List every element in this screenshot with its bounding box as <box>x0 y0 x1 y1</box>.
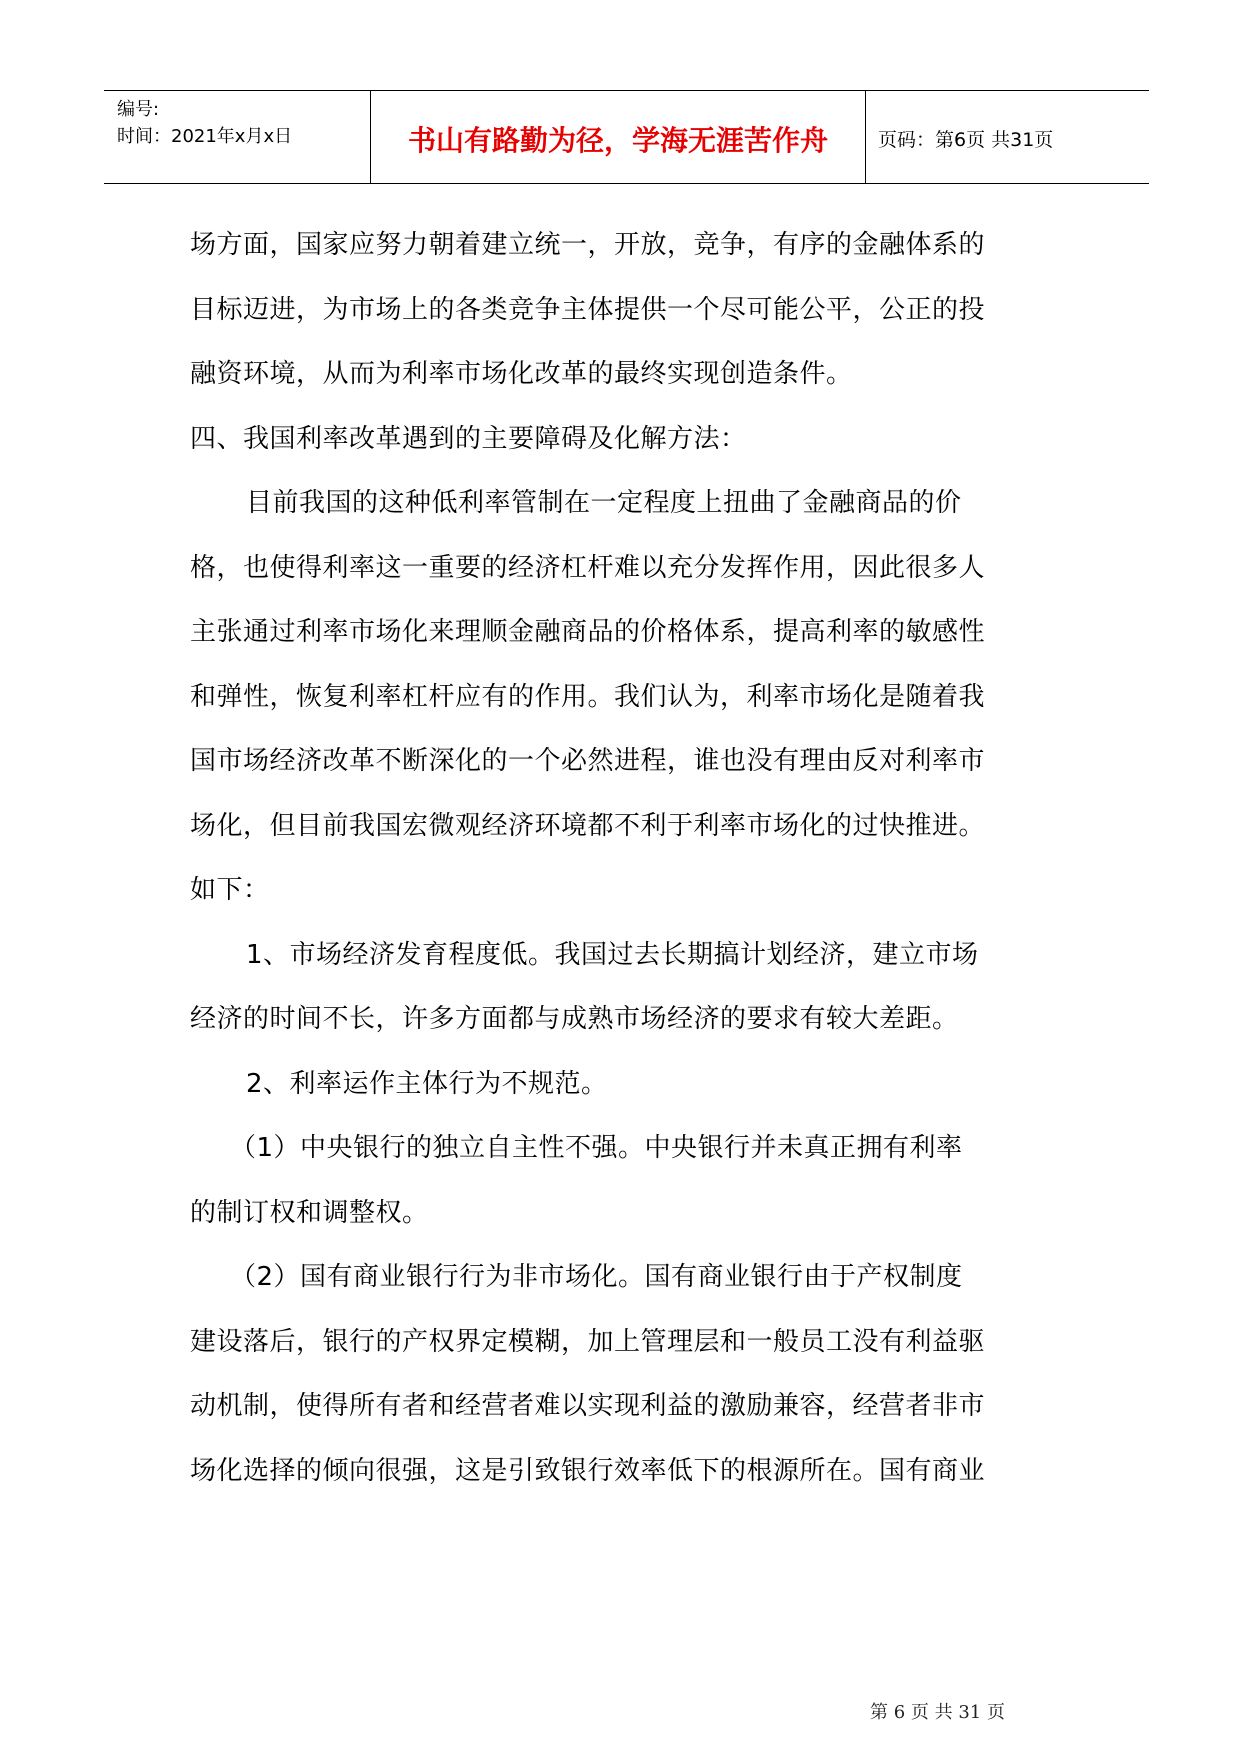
header-right-cell <box>866 91 1149 183</box>
sub-list-item: （2）国有商业银行行为非市场化。国有商业银行由于产权制度 <box>230 1262 963 1292</box>
page-footer: 第 6 页 共 31 页 <box>870 1702 1005 1723</box>
header-middle-cell <box>370 91 866 183</box>
text-line: 建设落后，银行的产权界定模糊，加上管理层和一般员工没有利益驱 <box>190 1326 986 1357</box>
text-line: 主张通过利率市场化来理顺金融商品的价格体系，提高利率的敏感性 <box>190 617 986 647</box>
text-line: 格，也使得利率这一重要的经济杠杆难以充分发挥作用，因此很多人 <box>190 552 986 583</box>
section-heading: 四、我国利率改革遇到的主要障碍及化解方法： <box>190 423 747 454</box>
text-line: 目标迈进，为市场上的各类竞争主体提供一个尽可能公平，公正的投 <box>190 294 986 325</box>
header-left-cell <box>104 91 370 183</box>
text-line: 国市场经济改革不断深化的一个必然进程，谁也没有理由反对利率市 <box>190 746 986 776</box>
list-item: 2、利率运作主体行为不规范。 <box>246 1068 608 1099</box>
text-line: 动机制，使得所有者和经营者难以实现利益的激励兼容，经营者非市 <box>190 1391 986 1421</box>
number-label: 编号: <box>117 99 160 120</box>
text-line: 的制订权和调整权。 <box>190 1197 429 1228</box>
document-body <box>190 213 1070 1503</box>
text-line: 场化，但目前我国宏微观经济环境都不利于利率市场化的过快推进。 <box>190 810 986 841</box>
time-label: 时间：2021年x月x日 <box>117 126 293 147</box>
header-page-info: 页码：第6页 共31页 <box>878 129 1054 151</box>
text-line: 目前我国的这种低利率管制在一定程度上扭曲了金融商品的价 <box>246 488 962 518</box>
text-line: 融资环境，从而为利率市场化改革的最终实现创造条件。 <box>190 359 853 389</box>
list-item: 1、市场经济发育程度低。我国过去长期搞计划经济，建立市场 <box>246 939 979 970</box>
text-line: 经济的时间不长，许多方面都与成熟市场经济的要求有较大差距。 <box>190 1004 959 1034</box>
document-header <box>104 90 1149 184</box>
text-line: 和弹性，恢复利率杠杆应有的作用。我们认为，利率市场化是随着我 <box>190 681 986 712</box>
header-motto: 书山有路勤为径，学海无涯苦作舟 <box>407 124 828 157</box>
sub-list-item: （1）中央银行的独立自主性不强。中央银行并未真正拥有利率 <box>230 1133 963 1163</box>
text-line: 场化选择的倾向很强，这是引致银行效率低下的根源所在。国有商业 <box>190 1455 986 1486</box>
text-line: 如下： <box>190 875 270 905</box>
text-line: 场方面，国家应努力朝着建立统一，开放，竞争，有序的金融体系的 <box>190 230 986 260</box>
